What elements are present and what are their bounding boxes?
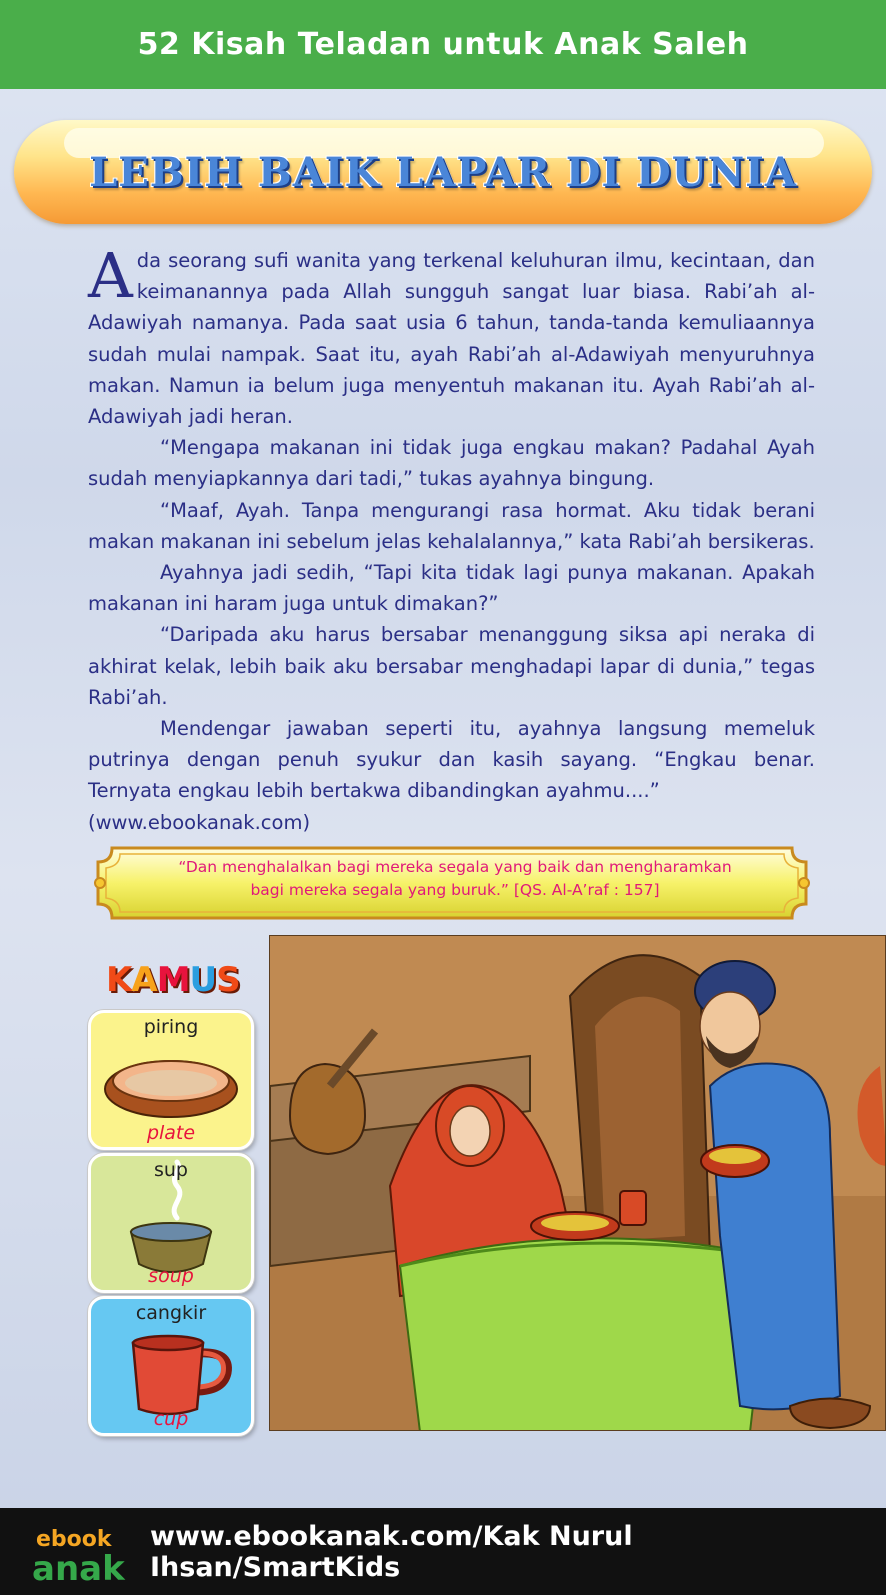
kamus-translation: cup xyxy=(153,1408,189,1430)
story-paragraph: “Mengapa makanan ini tidak juga engkau makan? Padahal Ayah sudah menyiapkannya dari tadi,” tukas ayahnya bingung. xyxy=(88,436,815,491)
story-body xyxy=(88,239,815,838)
story-title-banner xyxy=(14,120,872,224)
kamus-heading xyxy=(106,960,240,1000)
book-header xyxy=(0,0,886,89)
book-title: 52 Kisah Teladan untuk Anak Saleh xyxy=(137,27,749,62)
story-paragraph: Ayahnya jadi sedih, “Tapi kita tidak lagi punya makanan. Apakah makanan ini haram juga untuk dimakan?” xyxy=(88,561,815,616)
drop-cap: A xyxy=(88,239,133,312)
quote-line: bagi mereka segala yang buruk.” [QS. Al-A’raf : 157] xyxy=(250,881,660,899)
story-paragraph: “Maaf, Ayah. Tanpa mengurangi rasa hormat. Aku tidak berani makan makanan ini sebelum jelas kehalalannya,” kata Rabi’ah bersikeras. xyxy=(88,498,815,553)
kitchen-scene-illustration xyxy=(270,936,886,1431)
story-paragraph: “Daripada aku harus bersabar menanggung siksa api neraka di akhirat kelak, lebih baik aku bersabar menghadapi lapar di dunia,” tegas Rabi’ah. xyxy=(88,623,815,709)
kamus-letter: U xyxy=(189,960,217,1000)
logo-text-top: ebook xyxy=(36,1527,112,1552)
ebookanak-logo-mark xyxy=(28,1522,128,1586)
story-title: LEBIH BAIK LAPAR DI DUNIA xyxy=(89,148,797,196)
kamus-word: piring xyxy=(143,1016,199,1038)
quran-quote-box xyxy=(90,840,814,926)
story-illustration xyxy=(269,935,886,1431)
story-source: (www.ebookanak.com) xyxy=(88,810,311,834)
kamus-card-cangkir xyxy=(88,1296,254,1436)
story-paragraph: Mendengar jawaban seperti itu, ayahnya langsung memeluk putrinya dengan penuh syukur dan kasih sayang. “Engkau benar. Ternyata engkau lebih bertakwa dibandingkan ayahmu....” xyxy=(88,717,815,803)
story-paragraph: Ada seorang sufi wanita yang terkenal keluhuran ilmu, kecintaan, dan keimanannya pada Allah sungguh sangat luar biasa. Rabi’ah al-Adawiyah namanya. Pada saat usia 6 tahun, tanda-tanda kemuliaannya sudah mulai nampak. Saat itu, ayah Rabi’ah al-Adawiyah menyuruhnya makan. Namun ia belum juga menyentuh makanan itu. Ayah Rabi’ah al-Adawiyah jadi heran. xyxy=(88,239,815,429)
kamus-word: cangkir xyxy=(135,1302,207,1324)
kamus-card-piring xyxy=(88,1010,254,1150)
kamus-letter: M xyxy=(156,960,190,1000)
kamus-letter: K xyxy=(106,960,132,1000)
quote-text xyxy=(150,856,760,902)
logo-text-bottom: anak xyxy=(32,1549,125,1586)
kamus-translation: plate xyxy=(146,1122,196,1144)
kamus-word: sup xyxy=(153,1159,188,1181)
kamus-translation: soup xyxy=(148,1265,194,1287)
kamus-card-sup xyxy=(88,1153,254,1293)
quote-line: “Dan menghalalkan bagi mereka segala yang baik dan mengharamkan xyxy=(178,858,732,876)
footer-url-text: www.ebookanak.com/Kak Nurul Ihsan/SmartKids xyxy=(150,1520,633,1583)
footer-url xyxy=(150,1508,886,1595)
ebookanak-logo xyxy=(28,1522,128,1586)
kamus-letter: S xyxy=(216,960,240,1000)
kamus-letter: A xyxy=(131,960,157,1000)
